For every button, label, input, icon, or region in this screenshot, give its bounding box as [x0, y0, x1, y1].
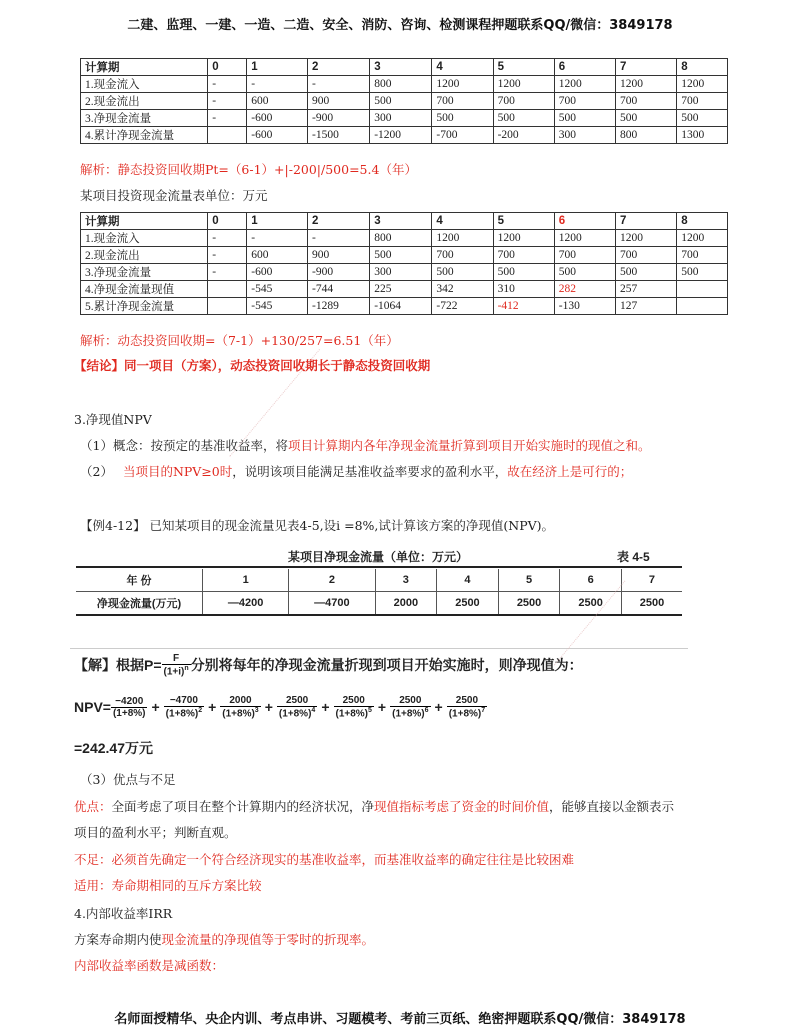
table-cell: 500 — [493, 264, 554, 281]
header-cell: 5 — [493, 59, 554, 76]
table-cell — [677, 281, 728, 298]
table-cell: 1300 — [677, 127, 728, 144]
year-cell: 2 — [289, 569, 375, 592]
table-row — [81, 93, 728, 110]
table-cell: - — [208, 110, 247, 127]
table-row — [81, 264, 728, 281]
header-cell: 1 — [247, 213, 308, 230]
npv-fraction — [447, 695, 487, 719]
flow-cell: 2000 — [375, 592, 437, 615]
table45-top-rule — [76, 566, 682, 568]
table-cell: - — [308, 76, 370, 93]
table-cell: - — [247, 76, 308, 93]
fraction-denominator — [277, 707, 317, 719]
header-cell: 3 — [370, 59, 432, 76]
npv-result: =242.47万元 — [74, 740, 153, 756]
npv-fraction — [390, 695, 430, 719]
table-cell: 1.现金流入 — [81, 230, 208, 247]
table45-title: 某项目净现金流量（单位：万元） — [288, 550, 469, 564]
npv-condition-highlight2: 故在经济上是可行的； — [507, 464, 633, 479]
flow-cell: 2500 — [621, 592, 682, 615]
table-cell: 300 — [554, 127, 615, 144]
table-cell: 1200 — [615, 230, 676, 247]
fraction-numerator: 2000 — [220, 695, 260, 707]
table-cell: -600 — [247, 110, 308, 127]
table-cell: 1200 — [554, 230, 615, 247]
formula-denominator — [162, 665, 191, 677]
table45-flow-row — [76, 592, 682, 615]
plus-sign: + — [208, 699, 217, 716]
cons-line — [74, 850, 574, 868]
table-cell: 3.净现金流量 — [81, 264, 208, 281]
table-cell — [208, 281, 247, 298]
table-cell: -600 — [247, 127, 308, 144]
fraction-exponent: 7 — [481, 707, 486, 714]
plus-sign: + — [377, 699, 387, 716]
table-cell: 800 — [615, 127, 676, 144]
table-cell: 500 — [615, 110, 676, 127]
npv-condition — [80, 462, 632, 480]
table-header-row — [81, 213, 728, 230]
header-cell: 4 — [432, 59, 493, 76]
fraction-exponent: 5 — [368, 707, 372, 714]
formula-exponent: n — [184, 665, 189, 672]
solution-suffix: 分别将每年的净现金流量折现到项目开始实施时，则净现值为： — [190, 657, 583, 674]
table-cell: 300 — [370, 110, 432, 127]
npv-condition-prefix: （2） — [80, 464, 113, 479]
irr-section-title: 4.内部收益率IRR — [74, 906, 173, 921]
table-cell: 500 — [615, 264, 676, 281]
fraction-base: (1+8%) — [165, 708, 199, 720]
npv-fraction — [164, 695, 204, 719]
fraction-exponent: 4 — [311, 707, 316, 714]
table-cell: 500 — [493, 110, 554, 127]
year-cell: 5 — [498, 569, 560, 592]
irr-definition-highlight: 现金流量的净现值等于零时的折现率。 — [161, 932, 375, 947]
table-cell — [208, 127, 247, 144]
year-label: 年 份 — [76, 569, 203, 592]
table-cell: -900 — [308, 264, 370, 281]
table-cell: 500 — [370, 247, 432, 264]
plus-sign: + — [321, 699, 330, 716]
formula-base: (1+i) — [163, 666, 185, 678]
discount-formula — [162, 653, 191, 677]
table-cell: 1200 — [677, 76, 728, 93]
plus-sign: + — [264, 699, 273, 716]
fraction-numerator: 2500 — [334, 695, 374, 707]
table-cell: 1200 — [615, 76, 676, 93]
table-cell: 500 — [554, 264, 615, 281]
table-cell: 127 — [615, 298, 676, 315]
table-cell: 500 — [432, 110, 493, 127]
cons-label: 不足： — [74, 852, 112, 867]
flow-cell: 2500 — [498, 592, 560, 615]
table-cell: -1289 — [308, 298, 370, 315]
year-cell: 3 — [375, 569, 437, 592]
header-cell: 6 — [554, 213, 615, 230]
table-cell: 1200 — [493, 76, 554, 93]
header-cell: 0 — [208, 59, 247, 76]
static-payback-table — [80, 58, 728, 144]
header-cell: 8 — [677, 213, 728, 230]
table-cell: -744 — [308, 281, 370, 298]
npv-concept — [80, 436, 650, 454]
table-cell: 500 — [677, 264, 728, 281]
fraction-base: (1+8%) — [335, 708, 369, 720]
fraction-base: (1+8%) — [222, 708, 255, 720]
table-cell: 4.净现金流量现值 — [81, 281, 208, 298]
table-cell: 1200 — [554, 76, 615, 93]
table-row — [81, 247, 728, 264]
header-cell: 8 — [677, 59, 728, 76]
table-cell: 700 — [615, 93, 676, 110]
fraction-base: (1+8%) — [392, 708, 425, 720]
pros-line-2: 项目的盈利水平；判断直观。 — [74, 825, 237, 840]
fraction-numerator: −4700 — [164, 695, 204, 707]
table-row — [81, 298, 728, 315]
header-cell: 2 — [308, 59, 370, 76]
table-cell: 1200 — [493, 230, 554, 247]
table-cell: 700 — [432, 93, 493, 110]
table-cell: 700 — [554, 93, 615, 110]
table2-caption: 某项目投资现金流量表单位：万元 — [80, 188, 268, 203]
npv-fraction — [334, 695, 374, 719]
table-cell: 500 — [370, 93, 432, 110]
table-row — [81, 110, 728, 127]
table-cell: 1200 — [677, 230, 728, 247]
table-cell: 700 — [493, 247, 554, 264]
pros-cons-title: （3）优点与不足 — [80, 772, 176, 787]
npv-equation — [74, 695, 487, 719]
fraction-base: (1+8%) — [448, 708, 482, 720]
solution-line — [74, 653, 583, 677]
table-cell: 800 — [370, 230, 432, 247]
fraction-numerator: 2500 — [277, 695, 317, 707]
npv-label: NPV= — [74, 699, 111, 716]
fraction-denominator — [220, 707, 260, 719]
table-cell: 700 — [432, 247, 493, 264]
table-cell: 900 — [308, 247, 370, 264]
table-cell: -1064 — [370, 298, 432, 315]
table-cell: -1200 — [370, 127, 432, 144]
table-cell: 500 — [554, 110, 615, 127]
table-cell: 700 — [554, 247, 615, 264]
table-row — [81, 281, 728, 298]
table-cell: 257 — [615, 281, 676, 298]
header-cell: 2 — [308, 213, 370, 230]
fraction-numerator: 2500 — [390, 695, 430, 707]
dynamic-payback-analysis: 解析：动态投资回收期=（7-1）+130/257=6.51（年） — [80, 333, 399, 348]
plus-sign: + — [434, 699, 443, 716]
fraction-base: (1+8%) — [278, 708, 312, 720]
fraction-denominator — [164, 707, 204, 719]
irr-decreasing-function: 内部收益率函数是减函数： — [74, 958, 225, 973]
year-cell: 7 — [621, 569, 682, 592]
pros-text: 全面考虑了项目在整个计算期内的经济状况，净 — [111, 799, 375, 814]
formula-numerator: F — [162, 653, 191, 665]
fraction-denominator — [334, 707, 374, 719]
table-cell: -900 — [308, 110, 370, 127]
table-cell: - — [208, 76, 247, 93]
table-cell: - — [208, 247, 247, 264]
pros-label: 优点： — [74, 799, 112, 814]
table-cell: 700 — [615, 247, 676, 264]
table-row — [81, 127, 728, 144]
table-cell: 1200 — [432, 76, 493, 93]
pros-text-cont: ，能够直接以金额表示 — [549, 799, 675, 814]
pros-highlight: 现值指标考虑了资金的时间价值 — [374, 799, 550, 814]
cons-text: 必须首先确定一个符合经济现实的基准收益率，而 — [111, 852, 387, 867]
fraction-base: (1+8%) — [112, 707, 146, 719]
table-cell: 2.现金流出 — [81, 247, 208, 264]
table-cell: -130 — [554, 298, 615, 315]
table-cell: - — [208, 264, 247, 281]
header-cell: 1 — [247, 59, 308, 76]
table-cell: 300 — [370, 264, 432, 281]
table-cell: 800 — [370, 76, 432, 93]
page-header: 二建、监理、一建、一造、二造、安全、消防、咨询、检测课程押题联系QQ/微信：3849178 — [127, 18, 673, 33]
table-row — [81, 76, 728, 93]
fraction-denominator — [111, 708, 148, 719]
cons-highlight: 基准收益率的确定往往是比较困难 — [386, 852, 575, 867]
apply-text: 寿命期相同的互斥方案比较 — [111, 878, 262, 893]
table-cell: 700 — [493, 93, 554, 110]
header-cell: 7 — [615, 213, 676, 230]
table-cell: -700 — [432, 127, 493, 144]
table-cell: 225 — [370, 281, 432, 298]
fraction-denominator — [447, 707, 487, 719]
solution-prefix: 【解】根据P= — [74, 657, 162, 674]
year-cell: 1 — [203, 569, 289, 592]
table-cell — [677, 298, 728, 315]
flow-label: 净现金流量(万元) — [96, 598, 182, 610]
table-cell: 282 — [554, 281, 615, 298]
irr-definition-prefix: 方案寿命期内使 — [74, 932, 162, 947]
table-cell: -200 — [493, 127, 554, 144]
flow-cell: —4700 — [289, 592, 375, 615]
solution-divider — [70, 648, 688, 649]
table45-number: 表 4-5 — [617, 550, 650, 564]
table-cell: 600 — [247, 93, 308, 110]
npv-concept-prefix: （1）概念：按预定的基准收益率，将 — [80, 438, 288, 453]
fraction-numerator: 2500 — [447, 695, 487, 707]
header-cell: 0 — [208, 213, 247, 230]
header-cell: 7 — [615, 59, 676, 76]
table-cell — [208, 298, 247, 315]
table-cell: 4.累计净现金流量 — [81, 127, 208, 144]
fraction-exponent: 6 — [424, 707, 429, 714]
fraction-denominator — [390, 707, 430, 719]
pros-line — [74, 797, 674, 815]
table-cell: -600 — [247, 264, 308, 281]
npv-fraction — [111, 696, 148, 719]
table-cell: -545 — [247, 281, 308, 298]
table-cell: - — [208, 93, 247, 110]
table-cell: 310 — [493, 281, 554, 298]
fraction-exponent: 3 — [254, 707, 259, 714]
header-cell: 4 — [432, 213, 493, 230]
table-cell: -1500 — [308, 127, 370, 144]
table-cell: 700 — [677, 247, 728, 264]
fraction-exponent: 2 — [198, 707, 203, 714]
header-cell: 3 — [370, 213, 432, 230]
table-cell: 700 — [677, 93, 728, 110]
page-footer: 名师面授精华、央企内训、考点串讲、习题模考、考前三页纸、绝密押题联系QQ/微信：3849178 — [114, 1012, 686, 1027]
apply-line — [74, 876, 262, 894]
flow-cell: 2500 — [437, 592, 499, 615]
header-cell: 5 — [493, 213, 554, 230]
table-cell: 900 — [308, 93, 370, 110]
table-cell: 2.现金流出 — [81, 93, 208, 110]
dynamic-payback-table — [80, 212, 728, 315]
table-cell: -545 — [247, 298, 308, 315]
npv-section-title: 3.净现值NPV — [74, 412, 152, 427]
table-header-row — [81, 59, 728, 76]
table45-bottom-rule — [76, 614, 682, 616]
npv-condition-mid: ，说明该项目能满足基准收益率要求的盈利水平， — [232, 464, 508, 479]
year-cell: 4 — [437, 569, 499, 592]
table-cell: 342 — [432, 281, 493, 298]
table-cell: 1200 — [432, 230, 493, 247]
table-row — [81, 230, 728, 247]
fraction-numerator: −4200 — [111, 696, 148, 708]
table-cell: 3.净现金流量 — [81, 110, 208, 127]
irr-definition — [74, 930, 374, 948]
npv-fraction — [220, 695, 260, 719]
flow-cell: —4200 — [203, 592, 289, 615]
table-cell: - — [308, 230, 370, 247]
static-payback-analysis: 解析：静态投资回收期Pt=（6-1）+|-200|/500=5.4（年） — [80, 162, 417, 177]
table-cell: 500 — [432, 264, 493, 281]
flow-cell: 2500 — [560, 592, 622, 615]
apply-label: 适用： — [74, 878, 112, 893]
table-cell: 1.现金流入 — [81, 76, 208, 93]
plus-sign: + — [151, 699, 160, 716]
header-cell: 计算期 — [81, 213, 208, 230]
npv-fraction — [277, 695, 317, 719]
year-cell: 6 — [560, 569, 622, 592]
table45-year-row — [76, 569, 682, 592]
conclusion: 【结论】同一项目（方案），动态投资回收期长于静态投资回收期 — [74, 358, 431, 373]
table-cell: 5.累计净现金流量 — [81, 298, 208, 315]
example-4-12: 【例4-12】 已知某项目的现金流量见表4-5,设i =8%,试计算该方案的净现值(NPV)。 — [80, 518, 555, 533]
table-cell: - — [208, 230, 247, 247]
table-cell: -412 — [493, 298, 554, 315]
header-cell: 计算期 — [81, 59, 208, 76]
table-cell: - — [247, 230, 308, 247]
table-4-5 — [76, 569, 682, 614]
table-cell: -722 — [432, 298, 493, 315]
npv-concept-highlight: 项目计算期内各年净现金流量折算到项目开始实施时的现值之和。 — [287, 438, 651, 453]
table-cell: 500 — [677, 110, 728, 127]
header-cell: 6 — [554, 59, 615, 76]
npv-condition-highlight: 当项目的NPV≥0时 — [122, 464, 233, 479]
table-cell: 600 — [247, 247, 308, 264]
